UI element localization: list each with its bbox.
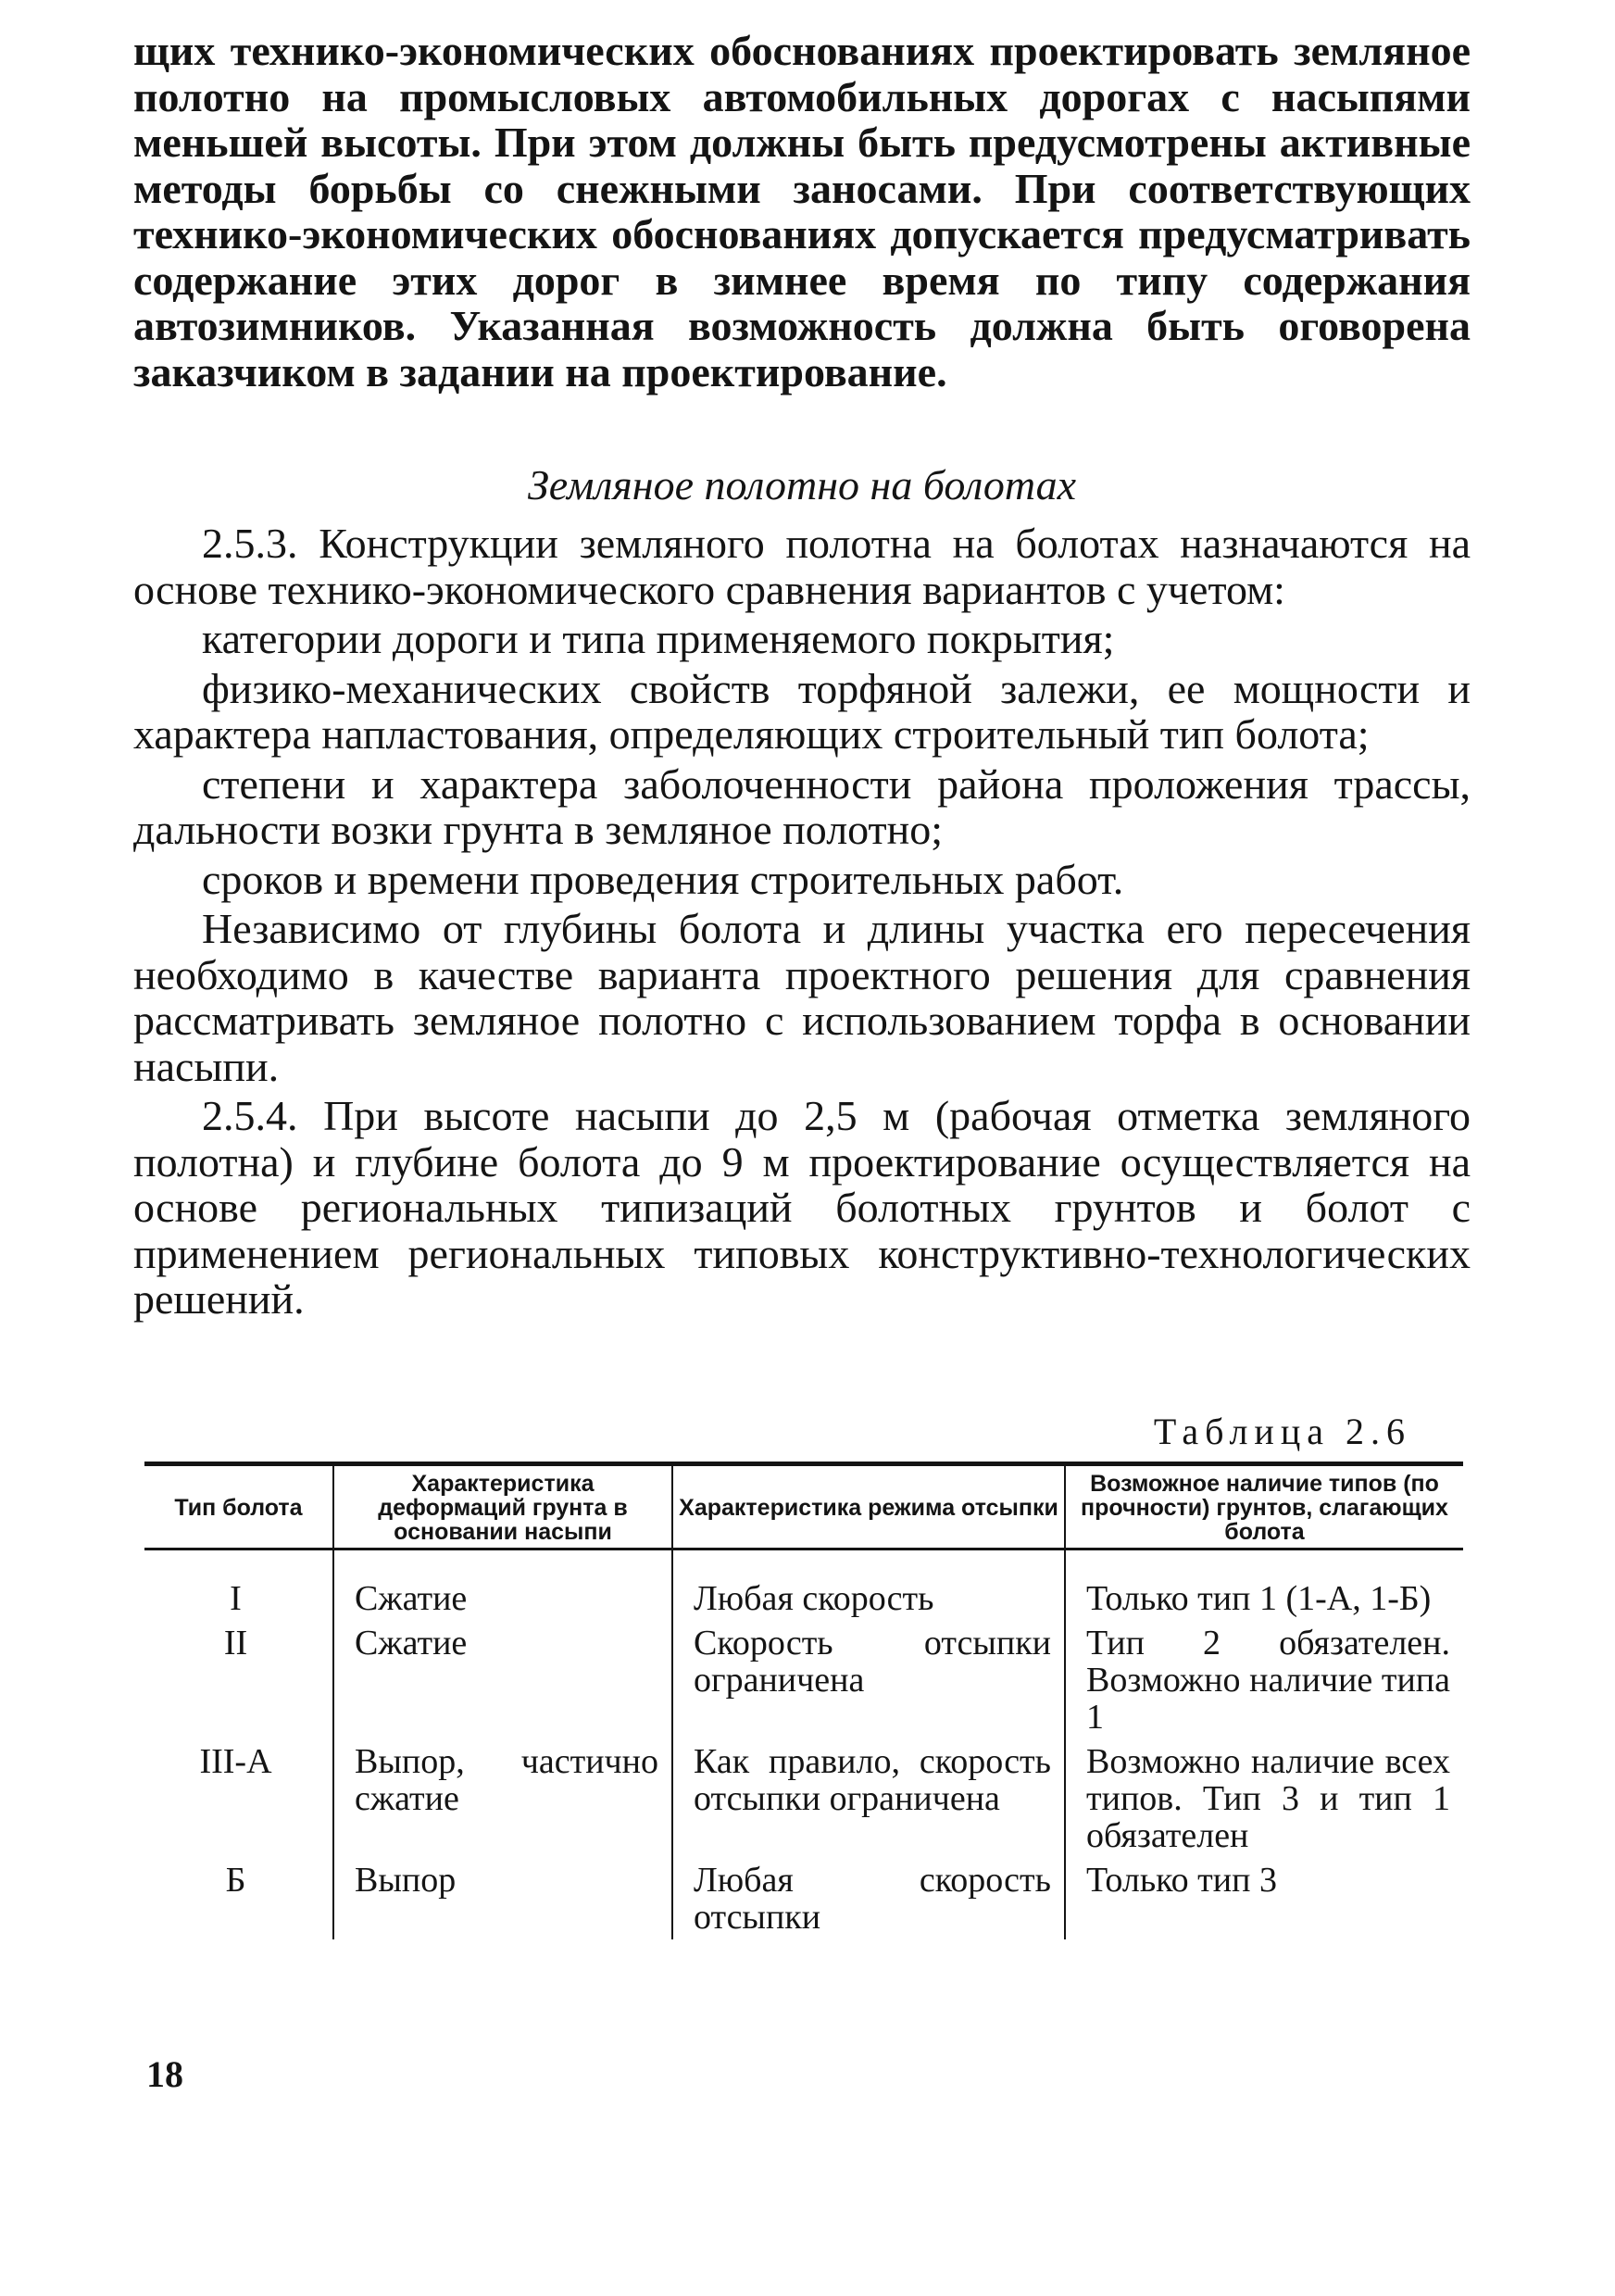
list-item: физико-механических свойств торфяной залежи, ее мощности и характера напластования, определяющих строительный тип болота;	[133, 664, 1471, 758]
table-cell: Выпор	[333, 1858, 672, 1939]
table-cell: Как правило, скорость отсыпки ограничена	[672, 1739, 1065, 1858]
section-2-5-3-closing: Независимо от глубины болота и длины участка его пересечения необходимо в качестве варианта проектного решения для сравнения рассматривать земляное полотно с использованием торфа в основании насыпи.	[133, 905, 1471, 1090]
table-cell: Тип 2 обязателен. Возможно наличие типа 1	[1065, 1621, 1463, 1739]
table-cell: Возможно наличие всех типов. Тип 3 и тип 1 обязателен	[1065, 1739, 1463, 1858]
page-number: 18	[146, 2053, 183, 2095]
list-item: степени и характера заболоченности района проложения трассы, дальности возки грунта в земляное полотно;	[133, 759, 1471, 853]
table-header-cell: Возможное наличие типов (по прочности) грунтов, слагающих болота	[1065, 1464, 1463, 1549]
swamp-types-table	[144, 1462, 1463, 1939]
table-cell: Любая скорость отсыпки	[672, 1858, 1065, 1939]
table-row	[144, 1858, 1463, 1939]
table-cell: Выпор, частично сжатие	[333, 1739, 672, 1858]
table-row	[144, 1621, 1463, 1739]
section-2-5-4: 2.5.4. При высоте насыпи до 2,5 м (рабочая отметка земляного полотна) и глубине болота до 9 м проектирование осуществляется на основе региональных типизаций болотных грунтов и болот с применением региональных типовых конструктивно-технологических решений.	[133, 1092, 1471, 1323]
table-cell: Только тип 3	[1065, 1858, 1463, 1939]
table-row	[144, 1739, 1463, 1858]
table-cell: Только тип 1 (1-А, 1-Б)	[1065, 1549, 1463, 1622]
table-cell: Сжатие	[333, 1549, 672, 1622]
table-header-row	[144, 1464, 1463, 1549]
section-2-5-3-intro: 2.5.3. Конструкции земляного полотна на болотах назначаются на основе технико-экономического сравнения вариантов с учетом:	[133, 520, 1471, 613]
table-header-cell: Тип болота	[144, 1464, 333, 1549]
table-cell: Любая скорость	[672, 1549, 1065, 1622]
table-cell: I	[230, 1579, 242, 1618]
list-item: категории дороги и типа применяемого покрытия;	[202, 615, 1115, 662]
table-cell: Скорость отсыпки ограничена	[672, 1621, 1065, 1739]
intro-paragraph-block	[133, 28, 1471, 395]
table-header-cell: Характеристика режима отсыпки	[672, 1464, 1065, 1549]
table-caption: Таблица 2.6	[1153, 1411, 1411, 1452]
table-header-cell: Характеристика деформаций грунта в основании насыпи	[333, 1464, 672, 1549]
intro-paragraph: щих технико-экономических обоснованиях проектировать земляное полотно на промысловых автомобильных дорогах с насыпями меньшей высоты. При этом должны быть предусмотрены активные методы борьбы со снежными заносами. При соответствующих технико-экономических обоснованиях допускается предусматривать содержание этих дорог в зимнее время по типу содержания автозимников. Указанная возможность должна быть оговорена заказчиком в задании на проектирование.	[133, 27, 1471, 395]
section-heading: Земляное полотно на болотах	[527, 461, 1077, 508]
table-row	[144, 1549, 1463, 1622]
section-2-5-3	[133, 521, 1471, 1323]
list-item: сроков и времени проведения строительных работ.	[202, 855, 1124, 903]
table-cell: Сжатие	[333, 1621, 672, 1739]
table-cell: III-А	[199, 1742, 272, 1781]
table-cell: II	[223, 1624, 248, 1662]
table-cell: Б	[225, 1861, 246, 1900]
